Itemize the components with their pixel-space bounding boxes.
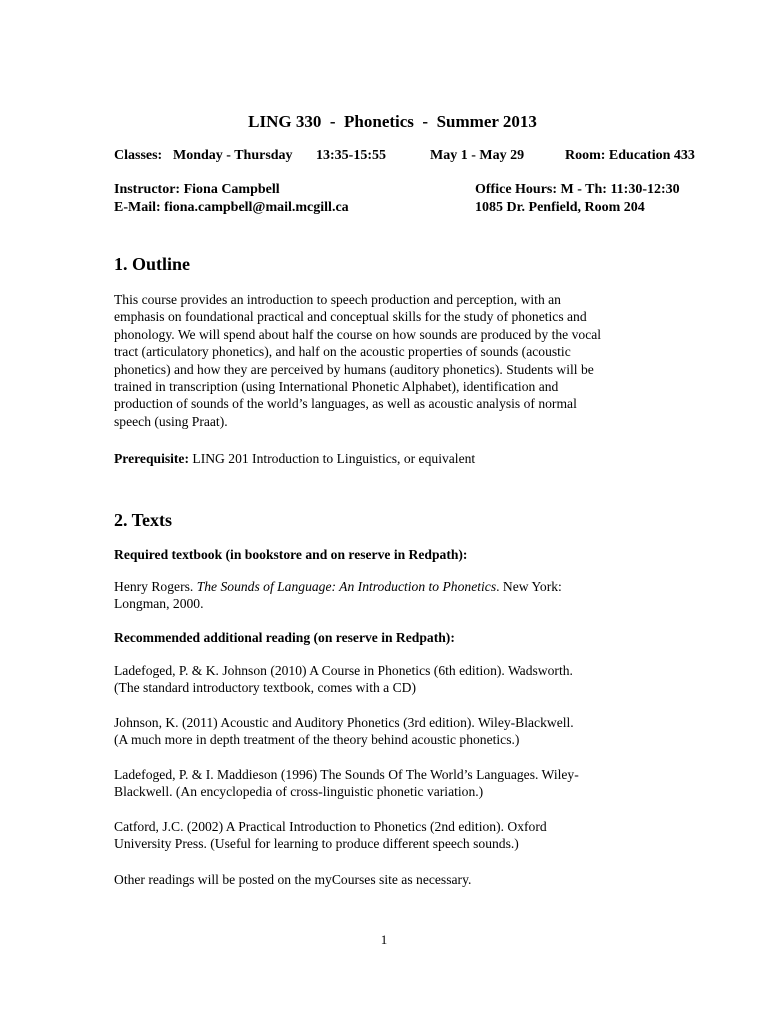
course-code: LING 330: [248, 112, 322, 131]
prerequisite-text: LING 201 Introduction to Linguistics, or equivalent: [192, 451, 476, 466]
ref-publisher: . New York:: [496, 579, 562, 594]
required-textbook-heading: Required textbook (in bookstore and on reserve in Redpath):: [114, 547, 468, 562]
classes-days: Monday - Thursday: [173, 148, 293, 163]
outline-line: production of sounds of the world’s languages, as well as acoustic analysis of normal: [114, 396, 577, 412]
course-title: [0, 92, 768, 152]
recommended-reference: [114, 766, 659, 801]
instructor-info: [114, 182, 714, 218]
section-heading-outline: 1. Outline: [114, 254, 191, 274]
reference-note: (The standard introductory textbook, comes with a CD): [114, 680, 417, 696]
recommended-reference: [114, 818, 659, 853]
reference-line: Catford, J.C. (2002) A Practical Introduction to Phonetics (2nd edition). Oxford: [114, 819, 547, 834]
other-readings-note: Other readings will be posted on the myCourses site as necessary.: [114, 872, 472, 887]
recommended-reference: [114, 662, 659, 697]
reference-line: Ladefoged, P. & I. Maddieson (1996) The Sounds Of The World’s Languages. Wiley-: [114, 767, 579, 782]
reference-note: (A much more in depth treatment of the theory behind acoustic phonetics.): [114, 732, 520, 748]
title-separator: -: [329, 112, 336, 131]
instructor-name: Instructor: Fiona Campbell: [114, 182, 280, 197]
outline-line: tract (articulatory phonetics), and half on the acoustic properties of sounds (acoustic: [114, 344, 571, 360]
office-hours: Office Hours: M - Th: 11:30-12:30: [475, 182, 680, 197]
title-separator: -: [422, 112, 429, 131]
outline-line: phonetics) and how they are perceived by humans (auditory phonetics). Students will be: [114, 361, 594, 377]
required-textbook-reference: [114, 578, 659, 613]
course-subject: Phonetics: [344, 112, 414, 131]
prerequisite-label: Prerequisite:: [114, 451, 189, 466]
outline-line: trained in transcription (using International Phonetic Alphabet), identification and: [114, 379, 559, 395]
email-line: [114, 200, 714, 218]
page-number: 1: [380, 932, 388, 947]
outline-line: phonology. We will spend about half the course on how sounds are produced by the vocal: [114, 326, 602, 342]
outline-paragraph: [114, 291, 659, 430]
classes-row: [114, 148, 714, 168]
recommended-reference: [114, 714, 659, 749]
classes-time: 13:35-15:55: [316, 148, 386, 163]
recommended-reading-heading: Recommended additional reading (on reserve in Redpath):: [114, 630, 455, 645]
section-heading-texts: 2. Texts: [114, 510, 173, 530]
ref-title: The Sounds of Language: An Introduction to Phonetics: [196, 579, 497, 594]
ref-publisher-line: Longman, 2000.: [114, 596, 204, 612]
classes-dates: May 1 - May 29: [430, 148, 525, 163]
reference-note: Blackwell. (An encyclopedia of cross-linguistic phonetic variation.): [114, 784, 484, 800]
ref-author: Henry Rogers.: [114, 579, 194, 594]
reference-note: University Press. (Useful for learning to produce different speech sounds.): [114, 836, 519, 852]
reference-line: Ladefoged, P. & K. Johnson (2010) A Course in Phonetics (6th edition). Wadsworth.: [114, 663, 573, 678]
course-term: Summer 2013: [436, 112, 537, 131]
instructor-line: [114, 182, 714, 200]
reference-line: Johnson, K. (2011) Acoustic and Auditory Phonetics (3rd edition). Wiley-Blackwell.: [114, 715, 574, 730]
instructor-email: E-Mail: fiona.campbell@mail.mcgill.ca: [114, 200, 349, 215]
prerequisite-line: [114, 450, 659, 467]
classes-label: Classes:: [114, 148, 163, 163]
classes-room: Room: Education 433: [565, 148, 695, 163]
office-location: 1085 Dr. Penfield, Room 204: [475, 200, 645, 215]
outline-line: emphasis on foundational practical and conceptual skills for the study of phonetics and: [114, 309, 587, 325]
outline-line: This course provides an introduction to speech production and perception, with an: [114, 292, 561, 307]
outline-line: speech (using Praat).: [114, 413, 228, 429]
